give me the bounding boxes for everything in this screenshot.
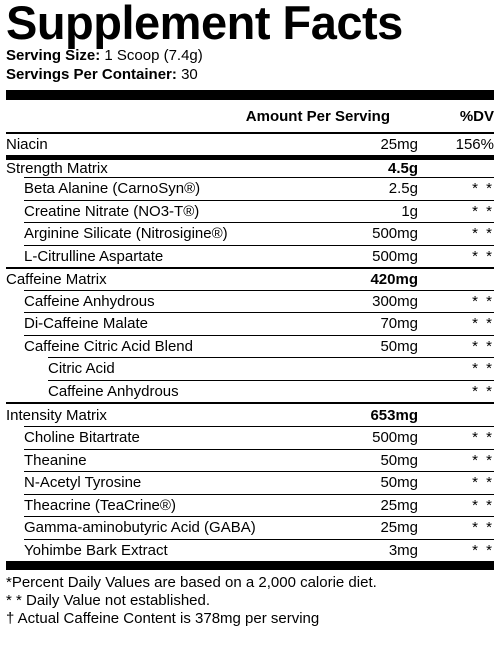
panel-title: Supplement Facts bbox=[6, 0, 403, 49]
table-row bbox=[48, 357, 494, 380]
row-amount: 50mg bbox=[380, 337, 418, 355]
table-row bbox=[24, 426, 494, 449]
row-name: Caffeine Matrix bbox=[6, 270, 107, 288]
table-row bbox=[24, 177, 494, 200]
footnote-dv-basis: *Percent Daily Values are based on a 2,000 calorie diet. bbox=[6, 574, 377, 591]
footnote-dv-not-established: * * Daily Value not established. bbox=[6, 592, 211, 609]
table-row bbox=[24, 245, 494, 268]
table-row bbox=[24, 335, 494, 358]
row-amount: 50mg bbox=[380, 474, 418, 492]
header-amount: Amount Per Serving bbox=[245, 107, 390, 125]
table-row bbox=[24, 494, 494, 517]
table-row bbox=[24, 200, 494, 223]
divider-bottom bbox=[6, 561, 494, 570]
table-row bbox=[24, 539, 494, 562]
row-name: Arginine Silicate (Nitrosigine®) bbox=[24, 225, 228, 243]
table-row bbox=[24, 290, 494, 313]
row-name: Theanine bbox=[24, 451, 87, 469]
row-dv: * * bbox=[472, 292, 494, 310]
row-name: Theacrine (TeaCrine®) bbox=[24, 496, 176, 514]
row-amount: 70mg bbox=[380, 315, 418, 333]
row-amount: 2.5g bbox=[388, 180, 418, 198]
serving-size-label: Serving Size: bbox=[6, 47, 101, 64]
row-dv: * * bbox=[472, 474, 494, 492]
row-name: Strength Matrix bbox=[6, 159, 108, 177]
row-dv: * * bbox=[472, 225, 494, 243]
table-row bbox=[24, 516, 494, 539]
row-amount: 420mg bbox=[370, 270, 418, 288]
row-amount: 3mg bbox=[388, 541, 418, 559]
servings-per-container-label: Servings Per Container: bbox=[6, 66, 177, 83]
row-amount: 25mg bbox=[380, 496, 418, 514]
row-amount: 300mg bbox=[372, 292, 418, 310]
table-row bbox=[24, 222, 494, 245]
row-dv: * * bbox=[472, 337, 494, 355]
divider-thick bbox=[6, 90, 494, 100]
table-row bbox=[6, 267, 494, 290]
table-row bbox=[6, 155, 494, 178]
row-amount: 653mg bbox=[370, 406, 418, 424]
row-dv: * * bbox=[472, 202, 494, 220]
row-dv: * * bbox=[472, 360, 494, 378]
table-row bbox=[6, 402, 494, 426]
row-dv: * * bbox=[472, 382, 494, 400]
row-name: Gamma-aminobutyric Acid (GABA) bbox=[24, 519, 256, 537]
row-name: Caffeine Anhydrous bbox=[24, 292, 155, 310]
footnotes bbox=[6, 570, 494, 628]
row-name: Niacin bbox=[6, 135, 48, 153]
row-amount: 4.5g bbox=[387, 159, 418, 177]
row-name: L-Citrulline Aspartate bbox=[24, 247, 164, 265]
row-dv: * * bbox=[472, 429, 494, 447]
servings-per-container-value: 30 bbox=[181, 66, 198, 83]
row-amount: 500mg bbox=[372, 247, 418, 265]
row-name: N-Acetyl Tyrosine bbox=[24, 474, 142, 492]
header-dv: %DV bbox=[459, 107, 494, 125]
row-amount: 25mg bbox=[380, 519, 418, 537]
table-row bbox=[6, 132, 494, 155]
row-dv: * * bbox=[472, 315, 494, 333]
row-dv: * * bbox=[472, 496, 494, 514]
row-amount: 50mg bbox=[380, 451, 418, 469]
row-dv: * * bbox=[472, 451, 494, 469]
row-name: Caffeine Anhydrous bbox=[48, 382, 179, 400]
row-name: Choline Bitartrate bbox=[24, 429, 140, 447]
table-row bbox=[24, 471, 494, 494]
row-name: Di-Caffeine Malate bbox=[24, 315, 148, 333]
row-amount: 25mg bbox=[380, 135, 418, 153]
row-name: Intensity Matrix bbox=[6, 406, 107, 424]
row-name: Beta Alanine (CarnoSyn®) bbox=[24, 180, 201, 198]
row-dv: * * bbox=[472, 247, 494, 265]
row-amount: 500mg bbox=[372, 429, 418, 447]
row-name: Caffeine Citric Acid Blend bbox=[24, 337, 193, 355]
table-row bbox=[48, 380, 494, 403]
servings-per-container bbox=[6, 65, 494, 84]
table-row bbox=[24, 312, 494, 335]
row-dv: * * bbox=[472, 541, 494, 559]
table-header bbox=[6, 100, 494, 132]
row-dv: 156% bbox=[455, 135, 494, 153]
footnote-caffeine-content: † Actual Caffeine Content is 378mg per serving bbox=[6, 610, 320, 627]
row-name: Yohimbe Bark Extract bbox=[24, 541, 168, 559]
row-name: Citric Acid bbox=[48, 360, 115, 378]
row-amount: 500mg bbox=[372, 225, 418, 243]
row-dv: * * bbox=[472, 180, 494, 198]
row-name: Creatine Nitrate (NO3-T®) bbox=[24, 202, 200, 220]
row-amount: 1g bbox=[401, 202, 418, 220]
serving-size-value: 1 Scoop (7.4g) bbox=[104, 47, 203, 64]
row-dv: * * bbox=[472, 519, 494, 537]
table-row bbox=[24, 449, 494, 472]
